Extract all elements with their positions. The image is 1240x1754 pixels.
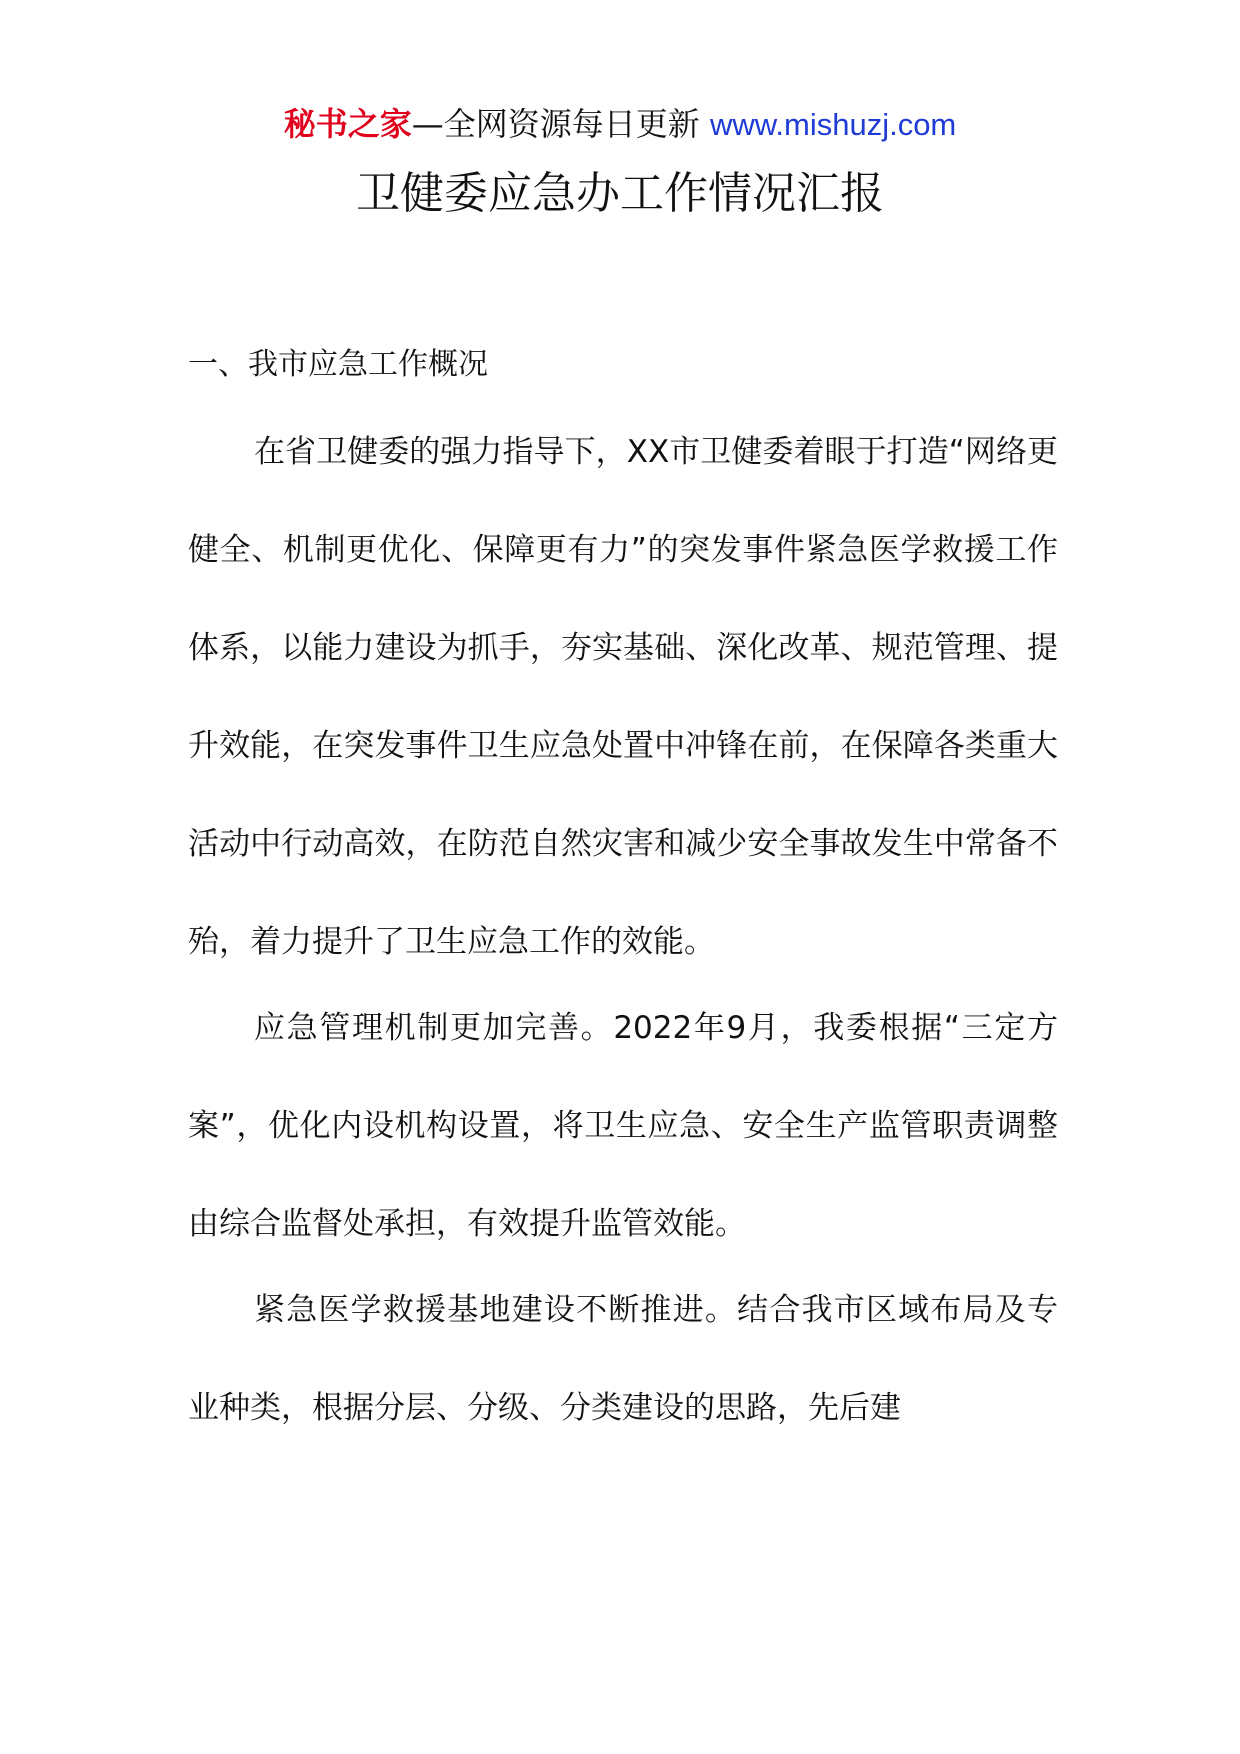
paragraph-overview: 在省卫健委的强力指导下，XX市卫健委着眼于打造“网络更健全、机制更优化、保障更有力”的突发事件紧急医学救援工作体系，以能力建设为抓手，夯实基础、深化改革、规范管理、提升效能，在突发事件卫生应急处置中冲锋在前，在保障各类重大活动中行动高效，在防范自然灾害和减少安全事故发生中常备不殆，着力提升了卫生应急工作的效能。: [188, 434, 1058, 960]
paragraph-rescue-base: 紧急医学救援基地建设不断推进。结合我市区域布局及专业种类，根据分层、分级、分类建设的思路，先后建: [188, 1292, 1058, 1426]
site-url-link[interactable]: www.mishuzj.com: [709, 107, 957, 142]
site-header: [0, 102, 1240, 147]
site-name: 秘书之家: [283, 105, 412, 143]
section-heading: 一、我市应急工作概况: [188, 347, 488, 382]
site-tagline: —全网资源每日更新: [411, 105, 710, 143]
document-title: 卫健委应急办工作情况汇报: [356, 168, 884, 219]
document-body: [188, 340, 1058, 1457]
paragraph-management-mechanism: 应急管理机制更加完善。2022年9月，我委根据“三定方案”，优化内设机构设置，将卫生应急、安全生产监管职责调整由综合监督处承担，有效提升监管效能。: [188, 1010, 1058, 1242]
